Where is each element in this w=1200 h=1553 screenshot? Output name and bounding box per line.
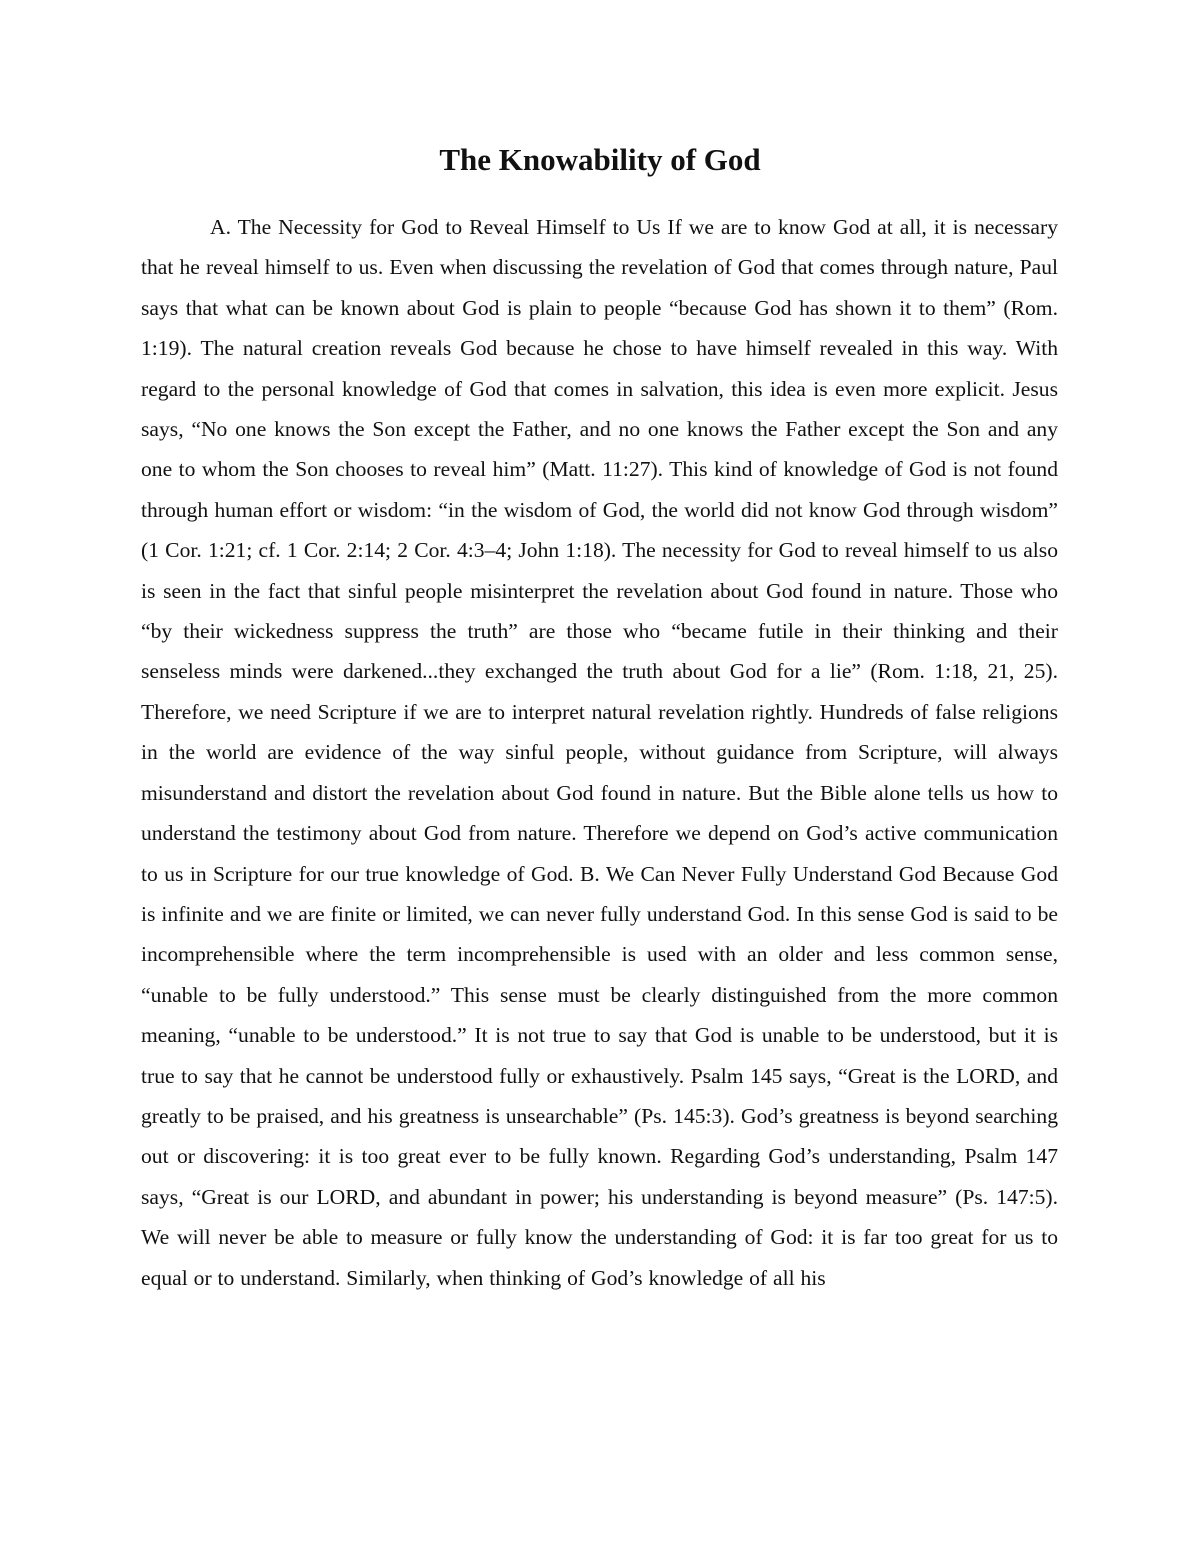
page-title: The Knowability of God	[439, 142, 761, 177]
body-paragraph: A. The Necessity for God to Reveal Himself to Us If we are to know God at all, it is necessary that he reveal himself to us. Even when discussing the revelation of God that comes through nature, Paul says that what can be known about God is plain to people “because God has shown it to them” (Rom. 1:19). The natural creation reveals God because he chose to have himself revealed in this way. With regard to the personal knowledge of God that comes in salvation, this idea is even more explicit. Jesus says, “No one knows the Son except the Father, and no one knows the Father except the Son and any one to whom the Son chooses to reveal him” (Matt. 11:27). This kind of knowledge of God is not found through human effort or wisdom: “in the wisdom of God, the world did not know God through wisdom” (1 Cor. 1:21; cf. 1 Cor. 2:14; 2 Cor. 4:3–4; John 1:18). The necessity for God to reveal himself to us also is seen in the fact that sinful people misinterpret the revelation about God found in nature. Those who “by their wickedness suppress the truth” are those who “became futile in their thinking and their senseless minds were darkened...they exchanged the truth about God for a lie” (Rom. 1:18, 21, 25). Therefore, we need Scripture if we are to interpret natural revelation rightly. Hundreds of false religions in the world are evidence of the way sinful people, without guidance from Scripture, will always misunderstand and distort the revelation about God found in nature. But the Bible alone tells us how to understand the testimony about God from nature. Therefore we depend on God’s active communication to us in Scripture for our true knowledge of God. B. We Can Never Fully Understand God Because God is infinite and we are finite or limited, we can never fully understand God. In this sense God is said to be incomprehensible where the term incomprehensible is used with an older and less common sense, “unable to be fully understood.” This sense must be clearly distinguished from the more common meaning, “unable to be understood.” It is not true to say that God is unable to be understood, but it is true to say that he cannot be understood fully or exhaustively. Psalm 145 says, “Great is the LORD, and greatly to be praised, and his greatness is unsearchable” (Ps. 145:3). God’s greatness is beyond searching out or discovering: it is too great ever to be fully known. Regarding God’s understanding, Psalm 147 says, “Great is our LORD, and abundant in power; his understanding is beyond measure” (Ps. 147:5). We will never be able to measure or fully know the understanding of God: it is far too great for us to equal or to understand. Similarly, when thinking of God’s knowledge of all his	[141, 215, 1058, 1290]
